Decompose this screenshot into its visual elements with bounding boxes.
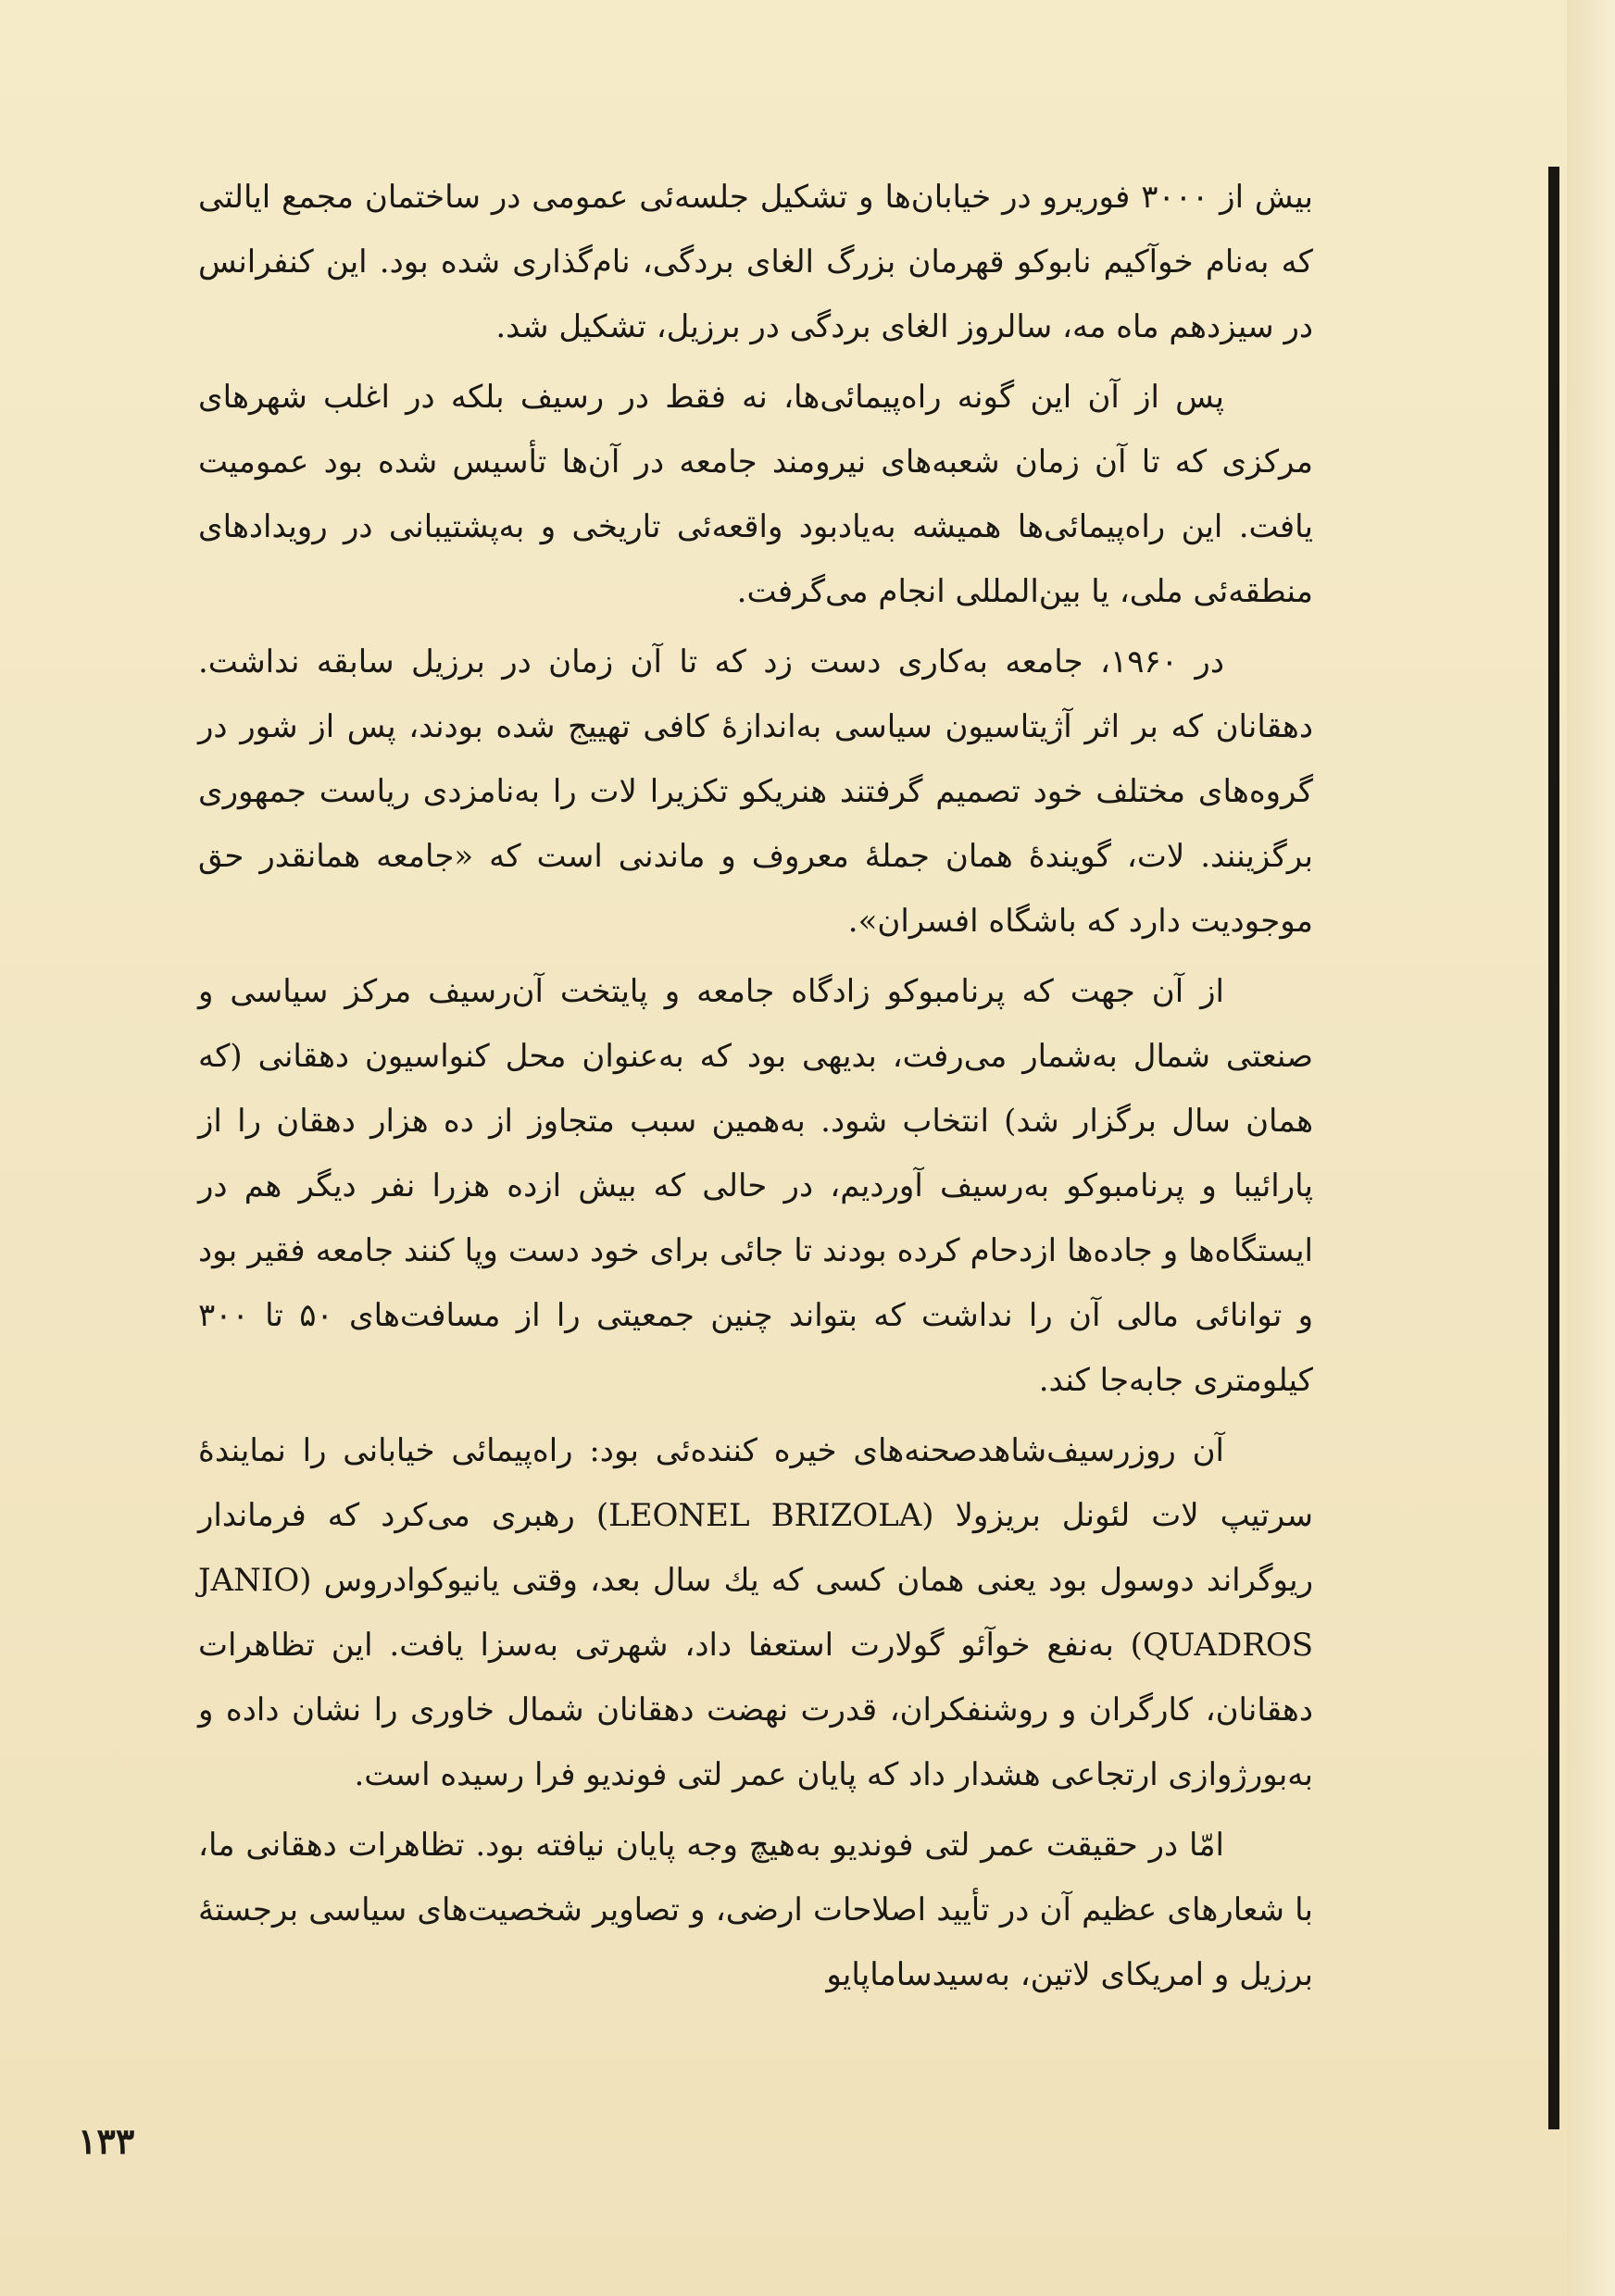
paragraph-5: آن روزرسیف‌شاهدصحنه‌های خیره کننده‌ئی بود: راه‌پیمائی خیابانی را نمایندهٔ سرتیپ لات لئونل بریزولا (LEONEL BRIZOLA) رهبری می‌کرد که فرماندار ریوگراند دوسول بود یعنی همان کسی که یك سال بعد، وقتی یانیوکوادروس (JANIO QUADROS) به‌نفع خوآئو گولارت استعفا داد، شهرتی به‌سزا یافت. این تظاهرات دهقانان، کارگران و روشنفکران، قدرت نهضت دهقانان شمال خاوری را نشان داده و به‌بورژوازی ارتجاعی هشدار داد که پایان عمر لتی فوندیو فرا رسیده است. xyxy=(198,1432,1314,1793)
paragraph-4: از آن جهت که پرنامبوکو زادگاه جامعه و پایتخت آن‌رسیف مرکز سیاسی و صنعتی شمال به‌شمار می‌رفت، بدیهی بود که به‌عنوان محل کنواسیون دهقانی (که همان سال برگزار شد) انتخاب شود. به‌همین سبب متجاوز از ده هزار دهقان را از پارائیبا و پرنامبوکو به‌رسیف آوردیم، در حالی که بیش ازده هزرا نفر دیگر هم در ایستگاه‌ها و جاده‌ها ازدحام کرده بودند تا جائی برای خود دست وپا کنند جامعه فقیر بود و توانائی مالی آن را نداشت که بتواند چنین جمعیتی را از مسافت‌های ۵۰ تا ۳۰۰ کیلومتری جابه‌جا کند. xyxy=(198,973,1314,1399)
page-border-line xyxy=(1548,167,1559,2129)
body-text xyxy=(198,165,1313,2013)
paragraph-1: بیش از ۳۰۰۰ فوریرو در خیابان‌ها و تشکیل جلسه‌ئی عمومی در ساختمان مجمع ایالتی که به‌نام خوآکیم نابوکو قهرمان بزرگ الغای بردگی، نام‌گذاری شده بود. این کنفرانس در سیزدهم ماه مه، سالروز الغای بردگی در برزیل، تشکیل شد. xyxy=(198,179,1313,345)
page-number: ۱۳۳ xyxy=(78,2120,135,2162)
paragraph-6: امّا در حقیقت عمر لتی فوندیو به‌هیچ وجه پایان نیافته بود. تظاهرات دهقانی ما، با شعارهای عظیم آن در تأیید اصلاحات ارضی، و تصاویر شخصیت‌های سیاسی برجستهٔ برزیل و امریکای لاتین، به‌سیدساماپایو xyxy=(198,1827,1313,1993)
paragraph-3: در ۱۹۶۰، جامعه به‌کاری دست زد که تا آن زمان در برزیل سابقه نداشت. دهقانان که بر اثر آژیتاسیون سیاسی به‌اندازهٔ کافی تهییج شده بودند، پس از شور در گروه‌های مختلف خود تصمیم گرفتند هنریکو تکزیرا لات را به‌نامزدی ریاست جمهوری برگزینند. لات، گویندهٔ همان جملهٔ معروف و ماندنی است که «جامعه همانقدر حق موجودیت دارد که باشگاه افسران». xyxy=(198,643,1313,940)
page-edge xyxy=(1567,0,1615,2296)
paragraph-2: پس از آن این گونه راه‌پیمائی‌ها، نه فقط در رسیف بلکه در اغلب شهرهای مرکزی که تا آن زمان شعبه‌های نیرومند جامعه در آن‌ها تأسیس شده بود عمومیت یافت. این راه‌پیمائی‌ها همیشه به‌یادبود واقعه‌ئی تاریخی و به‌پشتیبانی در رویدادهای منطقه‌ئی ملی، یا بین‌المللی انجام می‌گرفت. xyxy=(198,379,1313,610)
